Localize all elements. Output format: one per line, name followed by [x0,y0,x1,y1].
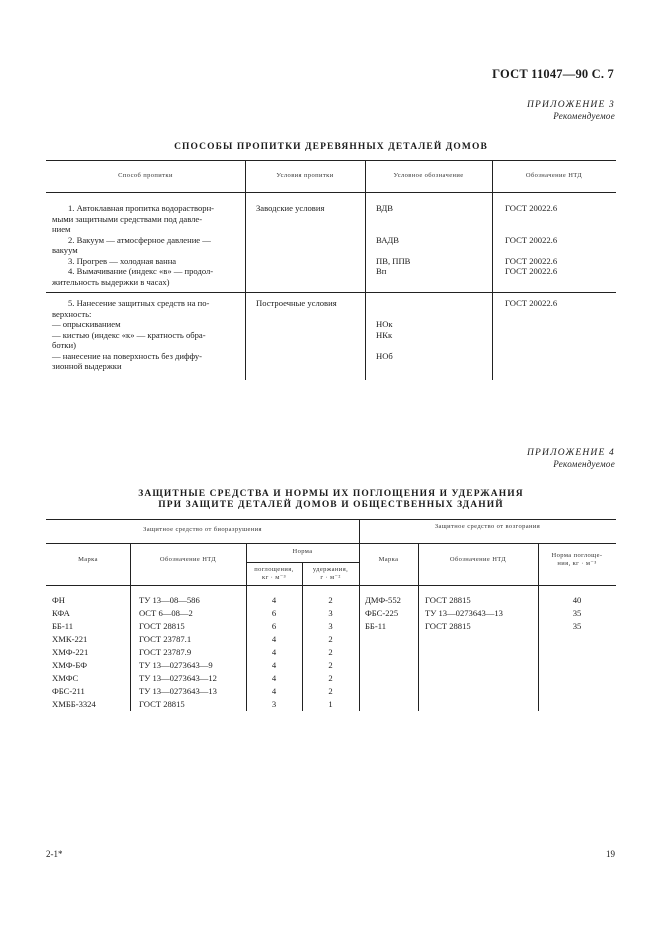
table-divider [492,160,493,380]
appendix4-title-line2: ПРИ ЗАЩИТЕ ДЕТАЛЕЙ ДОМОВ И ОБЩЕСТВЕННЫХ ЗДАНИЙ [158,500,504,510]
table-rule [46,585,616,586]
code-cell: ВДВ [376,203,393,213]
table-divider [245,160,246,380]
bio-absorb: 4 [271,660,277,670]
code-cell: НОк [376,319,393,329]
bio-retain: 2 [328,634,333,644]
method-line: 1. Автоклавная пропитка водорастворн- [68,203,215,213]
column-header-code: Условное обозначение [393,172,464,179]
bio-mark: ХМФС [52,673,79,683]
table-rule [46,543,616,544]
fire-norm: 35 [572,621,582,631]
column-header-ntd-fire: Обозначение НТД [449,556,507,563]
bio-retain: 2 [328,595,333,605]
table-divider [418,543,419,711]
bio-mark: ХМББ-3324 [52,699,96,709]
bio-retain: 2 [328,660,333,670]
table-rule [46,519,616,520]
bio-ntd: ТУ 13—0273643—12 [139,673,217,683]
bio-ntd: ТУ 13—0273643—13 [139,686,217,696]
fire-norm: 40 [572,595,582,605]
bio-mark: ББ-11 [52,621,74,631]
bio-retain: 1 [328,699,333,709]
bio-ntd: ГОСТ 28815 [139,699,185,709]
appendix4-status: Рекомендуемое [553,459,615,469]
method-line: ботки) [52,340,76,350]
code-cell: НКк [376,329,393,340]
bio-mark: ХМФ-221 [52,647,89,657]
ntd-cell: ГОСТ 20022.6 [505,234,558,245]
fire-ntd: ГОСТ 28815 [425,621,471,631]
method-line: зионной выдержки [52,361,122,371]
column-header-absorb: поглощения, [254,566,294,573]
appendix3-status: Рекомендуемое [553,111,615,121]
column-header-conditions: Условия пропитки [276,172,334,179]
column-header-norm-fire: Норма поглоще- [551,552,603,559]
method-line: жительность выдержки в часах) [52,276,170,287]
column-header-absorb-unit: кг · м⁻³ [262,574,286,581]
bio-absorb: 3 [271,699,277,709]
table-rule [46,160,616,161]
bio-retain: 2 [328,673,333,683]
column-header-method: Способ пропитки [118,172,173,179]
column-header-norm: Норма [292,548,313,555]
bio-absorb: 4 [271,595,277,605]
bio-mark: КФА [52,608,70,618]
method-line: — нанесение на поверхность без диффу- [52,350,203,361]
method-line: 2. Вакуум — атмосферное давление — [68,234,211,245]
fire-ntd: ГОСТ 28815 [425,595,471,605]
bio-absorb: 6 [271,608,277,618]
method-line: нием [52,224,71,234]
method-line: — кистью (индекс «к» — кратность обра- [52,329,206,340]
bio-mark: ФБС-211 [52,686,85,696]
fire-ntd: ТУ 13—0273643—13 [425,608,503,618]
code-cell: НОб [376,350,393,361]
ntd-cell: ГОСТ 20022.6 [505,255,558,266]
bio-mark: ФН [52,595,65,605]
group-header-bio: Защитное средство от биоразрушения [143,526,262,533]
column-header-mark: Марка [78,556,98,563]
fire-mark: ФБС-225 [365,608,399,618]
page-header: ГОСТ 11047—90 С. 7 [492,67,614,81]
column-header-mark-fire: Марка [378,556,399,563]
appendix3-label: ПРИЛОЖЕНИЕ 3 [526,100,615,110]
column-header-ntd: Обозначение НТД [525,172,583,179]
method-line: вакуум [52,245,78,255]
appendix4-title-line1: ЗАЩИТНЫЕ СРЕДСТВА И НОРМЫ ИХ ПОГЛОЩЕНИЯ И УДЕРЖАНИЯ [138,489,524,499]
column-header-norm-fire-unit: ния, кг · м⁻³ [557,560,597,567]
bio-retain: 2 [328,647,333,657]
method-line: верхность: [52,308,92,319]
bio-absorb: 4 [271,634,277,644]
column-header-retain: удержания, [312,566,349,573]
ntd-cell: ГОСТ 20022.6 [505,298,558,308]
fire-mark: ДМФ-552 [365,595,401,605]
table-divider [359,519,360,711]
method-line: 5. Нанесение защитных средств на по- [68,298,210,308]
code-cell: ВАДВ [376,234,399,245]
bio-retain: 2 [328,686,333,696]
method-line: — опрыскиванием [52,319,121,329]
bio-absorb: 6 [271,621,277,631]
ntd-cell: ГОСТ 20022.6 [505,203,558,213]
ntd-cell: ГОСТ 20022.6 [505,266,558,276]
column-header-retain-unit: г · м⁻² [320,574,341,581]
appendix3-title: СПОСОБЫ ПРОПИТКИ ДЕРЕВЯННЫХ ДЕТАЛЕЙ ДОМОВ [174,142,488,152]
condition-site: Построечные условия [256,298,337,308]
column-header-ntd: Обозначение НТД [159,556,217,563]
appendix4-label: ПРИЛОЖЕНИЕ 4 [526,448,615,458]
method-line: 3. Прогрев — холодная ванна [68,255,177,266]
bio-retain: 3 [328,621,333,631]
bio-mark: ХМК-221 [52,634,88,644]
table-divider [130,543,131,711]
bio-ntd: ГОСТ 23787.1 [139,634,192,644]
bio-ntd: ТУ 13—0273643—9 [139,660,213,670]
bio-retain: 3 [328,608,333,618]
method-line: 4. Вымачивание (индекс «в» — продол- [68,266,214,276]
code-cell: ПВ, ППВ [376,255,411,266]
bio-ntd: ГОСТ 23787.9 [139,647,192,657]
bio-ntd: ТУ 13—08—586 [139,595,200,605]
table-rule [46,192,616,193]
bio-ntd: ГОСТ 28815 [139,621,185,631]
fire-mark: ББ-11 [365,621,387,631]
fire-norm: 35 [572,608,582,618]
bio-absorb: 4 [271,647,277,657]
method-line: мыми защитными средствами под давле- [52,213,203,224]
bio-ntd: ОСТ 6—08—2 [139,608,193,618]
group-header-fire: Защитное средство от возгорания [434,523,541,530]
bio-absorb: 4 [271,673,277,683]
footer-left: 2-1* [46,849,63,859]
condition-factory: Заводские условия [256,203,325,213]
table-rule [46,292,616,293]
code-cell: Вп [376,266,387,276]
page-number: 19 [606,849,615,859]
bio-mark: ХМФ-БФ [52,660,87,670]
table-divider [365,160,366,380]
bio-absorb: 4 [271,686,277,696]
